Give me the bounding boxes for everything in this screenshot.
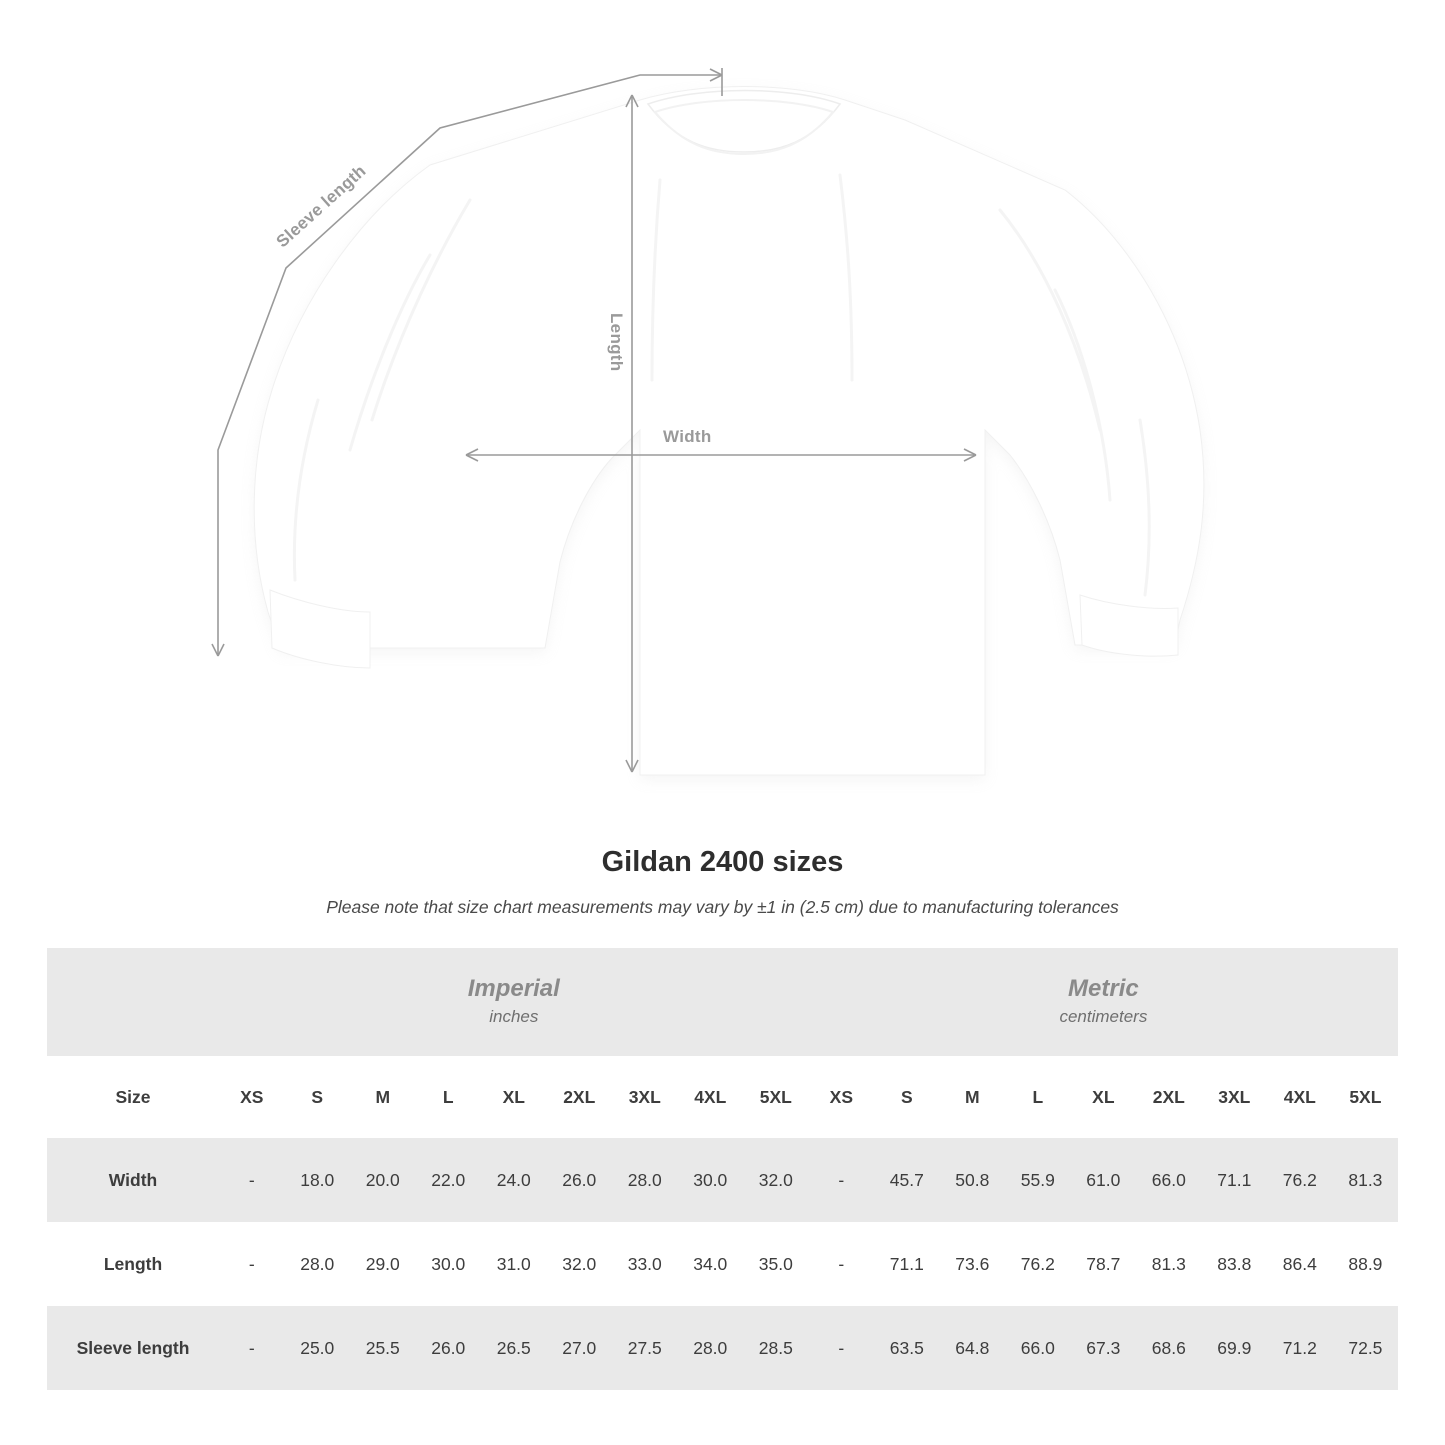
table-cell: 72.5 — [1333, 1306, 1399, 1390]
table-cell: 34.0 — [678, 1222, 744, 1306]
table-cell: 83.8 — [1202, 1222, 1268, 1306]
table-cell: 86.4 — [1267, 1222, 1333, 1306]
dimension-label-sleeve-length: Sleeve length — [272, 161, 370, 252]
table-cell: 20.0 — [350, 1138, 416, 1222]
size-header-cell: M — [940, 1056, 1006, 1138]
table-cell: 73.6 — [940, 1222, 1006, 1306]
table-cell: 32.0 — [547, 1222, 613, 1306]
table-cell: 31.0 — [481, 1222, 547, 1306]
size-header-cell: S — [874, 1056, 940, 1138]
size-header-cell: S — [285, 1056, 351, 1138]
table-cell: 29.0 — [350, 1222, 416, 1306]
table-cell: 24.0 — [481, 1138, 547, 1222]
table-row — [47, 1222, 1398, 1306]
table-cell: 66.0 — [1136, 1138, 1202, 1222]
table-row — [47, 1138, 1398, 1222]
size-header-cell: 5XL — [743, 1056, 809, 1138]
table-cell: - — [809, 1306, 875, 1390]
row-label-width: Width — [47, 1138, 219, 1222]
table-cell: 33.0 — [612, 1222, 678, 1306]
table-row — [47, 1306, 1398, 1390]
table-cell: - — [219, 1138, 285, 1222]
unit-header-spacer — [47, 948, 219, 1056]
table-cell: 68.6 — [1136, 1306, 1202, 1390]
table-cell: - — [809, 1138, 875, 1222]
table-cell: 76.2 — [1267, 1138, 1333, 1222]
size-header-cell: L — [416, 1056, 482, 1138]
table-cell: 26.0 — [547, 1138, 613, 1222]
size-chart-table — [47, 948, 1398, 1390]
table-cell: 18.0 — [285, 1138, 351, 1222]
table-cell: 67.3 — [1071, 1306, 1137, 1390]
table-cell: 25.5 — [350, 1306, 416, 1390]
table-cell: 78.7 — [1071, 1222, 1137, 1306]
table-cell: - — [219, 1306, 285, 1390]
row-label-length: Length — [47, 1222, 219, 1306]
table-cell: 26.5 — [481, 1306, 547, 1390]
table-cell: 71.2 — [1267, 1306, 1333, 1390]
size-header-cell: XS — [809, 1056, 875, 1138]
table-cell: 32.0 — [743, 1138, 809, 1222]
size-header-cell: 4XL — [1267, 1056, 1333, 1138]
table-cell: 55.9 — [1005, 1138, 1071, 1222]
unit-sub-metric: centimeters — [1059, 1007, 1148, 1027]
size-header-cell: M — [350, 1056, 416, 1138]
dimension-label-width: Width — [663, 427, 712, 446]
dimension-label-length: Length — [607, 313, 626, 372]
unit-name-metric: Metric — [1068, 975, 1139, 1003]
table-cell: 76.2 — [1005, 1222, 1071, 1306]
page-title: Gildan 2400 sizes — [601, 846, 844, 878]
size-header-cell: L — [1005, 1056, 1071, 1138]
header-size-label: Size — [47, 1056, 219, 1138]
table-cell: 69.9 — [1202, 1306, 1268, 1390]
table-cell: 35.0 — [743, 1222, 809, 1306]
table-cell: 27.5 — [612, 1306, 678, 1390]
table-cell: - — [809, 1222, 875, 1306]
table-cell: 22.0 — [416, 1138, 482, 1222]
table-cell: 88.9 — [1333, 1222, 1399, 1306]
size-header-cell: XL — [481, 1056, 547, 1138]
table-cell: 66.0 — [1005, 1306, 1071, 1390]
unit-header-metric — [809, 948, 1399, 1056]
table-cell: 81.3 — [1333, 1138, 1399, 1222]
table-cell: 71.1 — [874, 1222, 940, 1306]
unit-name-imperial: Imperial — [467, 975, 560, 1003]
table-cell: - — [219, 1222, 285, 1306]
table-cell: 27.0 — [547, 1306, 613, 1390]
table-cell: 25.0 — [285, 1306, 351, 1390]
table-cell: 28.0 — [612, 1138, 678, 1222]
title-block — [0, 846, 1445, 918]
size-header-cell: 3XL — [612, 1056, 678, 1138]
size-header-cell: 2XL — [1136, 1056, 1202, 1138]
unit-header-imperial — [219, 948, 809, 1056]
size-header-cell: 5XL — [1333, 1056, 1399, 1138]
table-cell: 30.0 — [416, 1222, 482, 1306]
table-cell: 26.0 — [416, 1306, 482, 1390]
table-cell: 28.5 — [743, 1306, 809, 1390]
tolerance-note: Please note that size chart measurements may vary by ±1 in (2.5 cm) due to manufacturing tolerances — [326, 897, 1119, 917]
unit-header-row — [47, 948, 1398, 1056]
size-header-cell: XS — [219, 1056, 285, 1138]
table-cell: 30.0 — [678, 1138, 744, 1222]
size-table-wrapper — [47, 948, 1398, 1390]
table-cell: 64.8 — [940, 1306, 1006, 1390]
table-cell: 63.5 — [874, 1306, 940, 1390]
table-cell: 61.0 — [1071, 1138, 1137, 1222]
size-header-cell: 3XL — [1202, 1056, 1268, 1138]
size-header-cell: 2XL — [547, 1056, 613, 1138]
unit-sub-imperial: inches — [489, 1007, 539, 1027]
table-cell: 81.3 — [1136, 1222, 1202, 1306]
table-cell: 28.0 — [678, 1306, 744, 1390]
size-header-row — [47, 1056, 1398, 1138]
table-cell: 50.8 — [940, 1138, 1006, 1222]
table-cell: 45.7 — [874, 1138, 940, 1222]
size-header-cell: XL — [1071, 1056, 1137, 1138]
table-cell: 28.0 — [285, 1222, 351, 1306]
size-header-cell: 4XL — [678, 1056, 744, 1138]
row-label-sleeve-length: Sleeve length — [47, 1306, 219, 1390]
table-cell: 71.1 — [1202, 1138, 1268, 1222]
